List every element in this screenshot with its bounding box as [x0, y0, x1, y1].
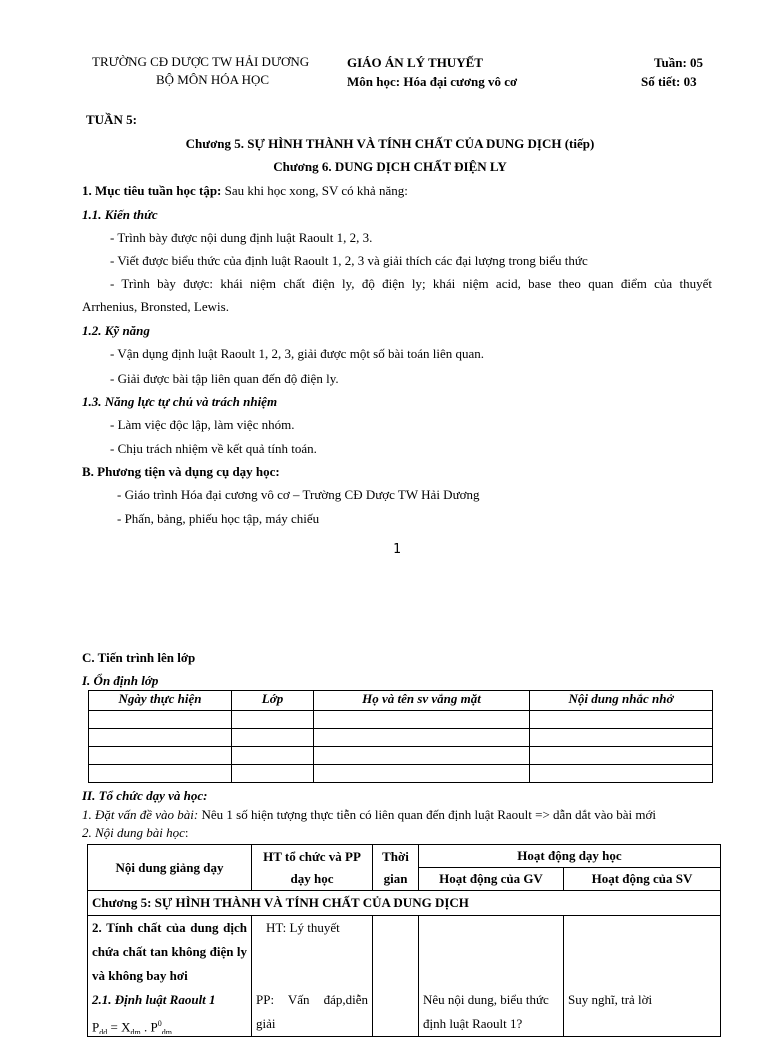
lesson-method-1: HT: Lý thuyết	[266, 920, 340, 935]
lesson-chapter-row	[88, 891, 721, 916]
page-number: 1	[393, 542, 401, 557]
lesson-content-colon: :	[184, 825, 189, 840]
lesson-student-cell	[564, 916, 721, 1037]
knowledge-item-2: - Viết được biểu thức của định luật Raoult 1, 2, 3 và giải thích các đại lượng trong biểu thức	[110, 253, 588, 268]
table-cell[interactable]	[232, 711, 314, 729]
objectives-intro: Sau khi học xong, SV có khả năng:	[221, 183, 408, 198]
organization-heading: II. Tổ chức dạy và học:	[82, 788, 208, 803]
week-number: Tuần: 05	[654, 55, 704, 70]
table-cell[interactable]	[89, 765, 232, 783]
lesson-content-cell	[88, 916, 252, 1037]
period-count: Số tiết: 03	[641, 74, 697, 89]
attendance-table	[88, 690, 713, 783]
autonomy-item-1: - Làm việc độc lập, làm việc nhóm.	[110, 417, 295, 432]
attendance-header-absent: Họ và tên sv vắng mặt	[314, 691, 530, 711]
lesson-header-activities: Hoạt động dạy học	[419, 845, 721, 868]
lesson-method-cell	[252, 916, 373, 1037]
attendance-header-reminder: Nội dung nhắc nhở	[530, 691, 713, 711]
table-cell[interactable]	[89, 729, 232, 747]
lesson-header-method-line1: HT tổ chức và PP	[263, 848, 361, 864]
raoult-formula	[92, 1012, 247, 1034]
table-cell[interactable]	[232, 747, 314, 765]
table-cell[interactable]	[314, 729, 530, 747]
table-cell[interactable]	[530, 747, 713, 765]
formula-x-sub: dm	[130, 1027, 141, 1034]
table-cell[interactable]	[89, 747, 232, 765]
lesson-header-content: Nội dung giảng dạy	[88, 845, 252, 891]
problem-text: Nêu 1 số hiện tượng thực tiễn có liên quan đến định luật Raoult => dẫn dắt vào bài mới	[198, 807, 656, 822]
formula-p: P	[92, 1019, 100, 1034]
lesson-chapter-title: Chương 5: SỰ HÌNH THÀNH VÀ TÍNH CHẤT CỦA DUNG DỊCH	[88, 891, 721, 916]
skills-item-1: - Vận dụng định luật Raoult 1, 2, 3, giải được một số bài toán liên quan.	[110, 346, 485, 361]
spacer	[568, 916, 716, 988]
lesson-teacher-cell	[419, 916, 564, 1037]
table-row	[89, 729, 713, 747]
attendance-header-date: Ngày thực hiện	[89, 691, 232, 711]
school-name: TRƯỜNG CĐ DƯỢC TW HẢI DƯƠNG	[92, 54, 310, 69]
objectives-heading	[82, 183, 408, 199]
equipment-item-2: - Phấn, bảng, phiếu học tập, máy chiếu	[117, 511, 320, 526]
objectives-heading-label: 1. Mục tiêu tuần học tập:	[82, 183, 222, 198]
lesson-student-activity-1: Suy nghĩ, trả lời	[568, 992, 653, 1007]
knowledge-item-1: - Trình bày được nội dung định luật Raoult 1, 2, 3.	[110, 230, 373, 245]
lesson-header-time	[373, 845, 419, 891]
spacer	[423, 916, 559, 988]
table-row	[89, 747, 713, 765]
lesson-header-method	[252, 845, 373, 891]
lesson-header-row	[88, 845, 721, 868]
autonomy-heading: 1.3. Năng lực tự chủ và trách nhiệm	[82, 394, 278, 409]
table-cell[interactable]	[232, 765, 314, 783]
table-cell[interactable]	[530, 711, 713, 729]
skills-item-2: - Giải được bài tập liên quan đến độ điện ly.	[110, 371, 339, 386]
spacer	[256, 940, 368, 988]
autonomy-item-2: - Chịu trách nhiệm về kết quả tính toán.	[110, 441, 317, 456]
table-cell[interactable]	[530, 765, 713, 783]
lesson-subsection-title: 2.1. Định luật Raoult 1	[92, 992, 216, 1007]
table-cell[interactable]	[314, 711, 530, 729]
formula-eq: = X	[107, 1019, 131, 1034]
knowledge-item-3-cont: Arrhenius, Bronsted, Lewis.	[82, 299, 229, 314]
table-cell[interactable]	[530, 729, 713, 747]
lesson-table	[87, 844, 721, 1037]
equipment-heading: B. Phương tiện và dụng cụ dạy học:	[82, 464, 280, 479]
problem-statement	[82, 807, 656, 823]
table-cell[interactable]	[89, 711, 232, 729]
chapter5-title: Chương 5. SỰ HÌNH THÀNH VÀ TÍNH CHẤT CỦA DUNG DỊCH (tiếp)	[185, 136, 595, 151]
lesson-header-student: Hoạt động của SV	[564, 868, 721, 891]
table-row	[89, 765, 713, 783]
lesson-header-time-line1: Thời	[382, 848, 409, 864]
formula-p0-sub: dm	[161, 1027, 172, 1034]
table-cell[interactable]	[314, 765, 530, 783]
table-cell[interactable]	[232, 729, 314, 747]
lesson-header-method-line2: dạy học	[290, 870, 334, 886]
lesson-content-row	[88, 916, 721, 1037]
attendance-header-class: Lớp	[232, 691, 314, 711]
lesson-section-title: 2. Tính chất của dung dịch chứa chất tan không điện ly và không bay hơi	[92, 920, 247, 983]
attendance-header-row	[89, 691, 713, 711]
process-heading: C. Tiến trình lên lớp	[82, 650, 196, 665]
table-row	[89, 711, 713, 729]
lesson-method-2: PP: Vấn đáp,diễn giải	[256, 992, 368, 1031]
knowledge-heading: 1.1. Kiến thức	[82, 207, 158, 222]
lesson-time-cell	[373, 916, 419, 1037]
formula-dot: . P	[140, 1019, 158, 1034]
equipment-item-1: - Giáo trình Hóa đại cương vô cơ – Trường CĐ Dược TW Hải Dương	[117, 487, 480, 502]
lesson-header-time-line2: gian	[383, 870, 408, 886]
chapter6-title: Chương 6. DUNG DỊCH CHẤT ĐIỆN LY	[273, 159, 507, 174]
department-name: BỘ MÔN HÓA HỌC	[156, 72, 270, 87]
lesson-content-heading	[82, 825, 189, 841]
formula-p-sub: dd	[99, 1027, 108, 1034]
lesson-content-label: 2. Nội dung bài học	[82, 825, 185, 840]
week-title: TUẦN 5:	[86, 112, 137, 127]
knowledge-item-3: - Trình bày được: khái niệm chất điện ly, độ điện ly; khái niệm acid, base theo quan điểm của thuyết	[110, 276, 712, 291]
lesson-header-teacher: Hoạt động của GV	[419, 868, 564, 891]
formula-p0-sup: 0	[157, 1019, 162, 1028]
class-setup-heading: I. Ổn định lớp	[82, 673, 159, 688]
problem-label: 1. Đặt vấn đề vào bài:	[82, 807, 199, 822]
subject-name: Môn học: Hóa đại cương vô cơ	[347, 74, 518, 89]
lesson-teacher-activity-1: Nêu nội dung, biểu thức định luật Raoult 1?	[423, 992, 549, 1031]
table-cell[interactable]	[314, 747, 530, 765]
document-type: GIÁO ÁN LÝ THUYẾT	[347, 55, 483, 70]
skills-heading: 1.2. Kỹ năng	[82, 323, 150, 338]
